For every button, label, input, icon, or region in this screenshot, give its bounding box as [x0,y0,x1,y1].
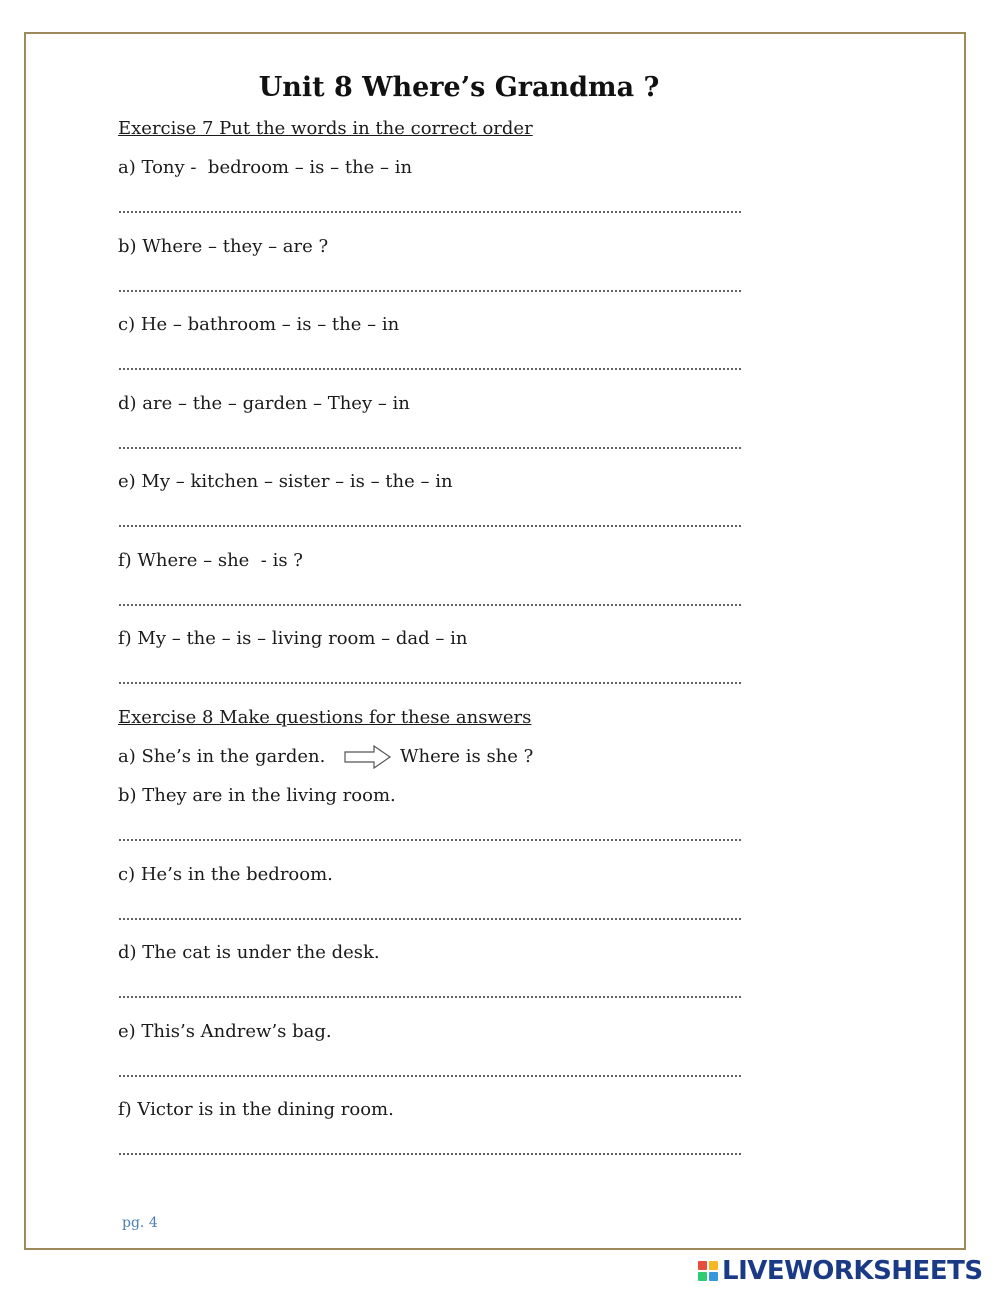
exercise-7-item-f: f) Where – she - is ? [118,550,303,571]
exercise-7-item-e: e) My – kitchen – sister – is – the – in [118,471,453,492]
answer-line-7e[interactable] [118,524,743,528]
logo-square-red [698,1261,707,1270]
logo-square-green [698,1272,707,1281]
exercise-8-item-f: f) Victor is in the dining room. [118,1099,394,1120]
exercise-8-item-c: c) He’s in the bedroom. [118,864,333,885]
exercise-7-item-a: a) Tony - bedroom – is – the – in [118,157,413,178]
exercise-7-item-c: c) He – bathroom – is – the – in [118,314,400,335]
answer-line-8f[interactable] [118,1152,743,1156]
answer-line-7b[interactable] [118,289,743,293]
logo-mark-icon [698,1261,718,1281]
exercise-7-item-b: b) Where – they – are ? [118,236,329,257]
answer-line-7d[interactable] [118,446,743,450]
page-number: pg. 4 [122,1215,158,1231]
exercise-8-example-answer: Where is she ? [400,746,534,767]
page-title: Unit 8 Where’s Grandma ? [258,72,660,103]
exercise-8-item-d: d) The cat is under the desk. [118,942,380,963]
answer-line-8d[interactable] [118,995,743,999]
logo-square-yellow [709,1261,718,1270]
exercise-7-item-d: d) are – the – garden – They – in [118,393,410,414]
answer-line-8e[interactable] [118,1074,743,1078]
logo-text: LIVEWORKSHEETS [722,1256,983,1286]
exercise-8-item-b: b) They are in the living room. [118,785,396,806]
answer-line-7a[interactable] [118,210,743,214]
answer-line-7c[interactable] [118,367,743,371]
exercise-8-item-e: e) This’s Andrew’s bag. [118,1021,332,1042]
liveworksheets-logo[interactable] [698,1256,983,1286]
answer-line-7f[interactable] [118,603,743,607]
answer-line-8c[interactable] [118,917,743,921]
exercise-8-example-prompt: a) She’s in the garden. [118,746,326,767]
answer-line-8b[interactable] [118,838,743,842]
exercise-8-heading: Exercise 8 Make questions for these answers [118,707,532,728]
exercise-7-heading: Exercise 7 Put the words in the correct order [118,118,533,139]
right-arrow-icon [344,745,392,769]
answer-line-7g[interactable] [118,681,743,685]
logo-square-blue [709,1272,718,1281]
exercise-7-item-g: f) My – the – is – living room – dad – in [118,628,468,649]
